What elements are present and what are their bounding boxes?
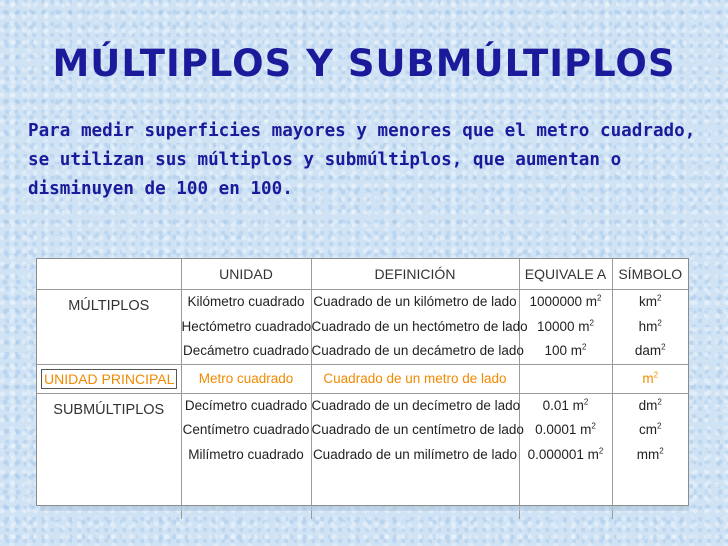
principal-label: UNIDAD PRINCIPAL (41, 369, 177, 389)
multiplos-equivalents-cell (519, 290, 612, 365)
exponent: 2 (582, 342, 587, 352)
table-cell: Cuadrado de un centímetro de lado (311, 422, 524, 437)
table-cell (520, 443, 612, 468)
principal-unit: Metro cuadrado (181, 364, 311, 393)
multiplos-group (37, 290, 688, 365)
table-cell (37, 467, 181, 519)
table-cell: Milímetro cuadrado (188, 446, 304, 462)
table-cell (612, 467, 688, 519)
symbol-value: mm (636, 446, 660, 462)
table-cell (613, 315, 689, 340)
table-cell (613, 443, 689, 468)
header-equivale: EQUIVALE A (519, 259, 612, 290)
equivalent-value: 10000 m (537, 318, 590, 334)
header-category (37, 259, 181, 290)
exponent: 2 (661, 342, 666, 352)
exponent: 2 (657, 421, 662, 431)
exponent: 2 (657, 318, 662, 327)
equivalent-value: 0.01 m (542, 397, 584, 413)
table-cell (613, 339, 689, 364)
exponent: 2 (597, 293, 602, 303)
slide-title: MÚLTIPLOS Y SUBMÚLTIPLOS (52, 42, 676, 85)
symbol-value: km (639, 294, 658, 309)
table-cell: Centímetro cuadrado (182, 422, 310, 437)
multiplos-definitions-cell (311, 290, 528, 365)
table-cell (520, 394, 612, 419)
table-cell: Cuadrado de un milímetro de lado (312, 446, 518, 462)
exponent: 2 (598, 446, 604, 455)
table-cell (520, 290, 612, 315)
table-cell: Cuadrado de un hectómetro de lado (311, 318, 528, 334)
header-unidad: UNIDAD (181, 259, 311, 290)
principal-definition: Cuadrado de un metro de lado (311, 364, 519, 393)
equivalent-value: 0.000001 m (527, 446, 599, 462)
submultiplos-symbols-cell (612, 393, 688, 467)
exponent: 2 (657, 397, 662, 406)
table-cell: Cuadrado de un kilómetro de lado (313, 294, 517, 309)
multiplos-label: MÚLTIPLOS (37, 290, 181, 365)
exponent: 2 (657, 293, 662, 303)
table-header-row (37, 259, 688, 290)
submultiplos-equivalents-cell (519, 393, 612, 467)
principal-row (37, 364, 688, 393)
submultiplos-definitions-cell (311, 393, 524, 467)
symbol-value: dm (638, 397, 658, 413)
table-cell: Kilómetro cuadrado (187, 294, 305, 309)
table-cell: Cuadrado de un decámetro de lado (311, 343, 524, 358)
table-cell (520, 339, 612, 364)
table-shadow (40, 506, 689, 511)
table-cell (519, 467, 612, 519)
multiplos-units-cell (181, 290, 311, 365)
symbol-value: hm (638, 318, 658, 334)
units-table-container (36, 258, 689, 506)
exponent: 2 (589, 318, 594, 327)
exponent: 2 (583, 397, 589, 406)
submultiplos-label: SUBMÚLTIPLOS (53, 401, 165, 418)
units-table (37, 259, 688, 519)
table-cell: Decímetro cuadrado (184, 397, 308, 413)
table-cell: Decámetro cuadrado (182, 343, 310, 358)
equivalent-value: 1000000 m (529, 294, 598, 309)
equivalent-value: 100 m (544, 343, 583, 358)
exponent: 2 (591, 421, 596, 431)
submultiplos-group (37, 393, 688, 467)
header-definicion: DEFINICIÓN (311, 259, 519, 290)
table-cell (181, 467, 311, 519)
principal-equivalent (519, 364, 612, 393)
table-cell: Hectómetro cuadrado (181, 318, 312, 334)
intro-paragraph: Para medir superficies mayores y menores que el metro cuadrado, se utilizan sus múltiplos y submúltiplos, que aumentan o disminuyen de 100 en 100. (28, 121, 696, 199)
header-simbolo: SÍMBOLO (612, 259, 688, 290)
exponent: 2 (659, 446, 664, 455)
multiplos-symbols-cell (612, 290, 688, 365)
submultiplos-units-cell (181, 393, 311, 467)
table-blank-row (37, 467, 688, 519)
table-cell (613, 418, 689, 443)
exponent: 2 (653, 370, 659, 380)
equivalent-value: 0.0001 m (535, 422, 592, 437)
symbol-value: cm (639, 422, 658, 437)
symbol-value: dam (634, 343, 662, 358)
principal-symbol-cell (612, 364, 688, 393)
table-cell: Cuadrado de un decímetro de lado (311, 397, 521, 413)
table-cell (520, 418, 612, 443)
table-cell (520, 315, 612, 340)
table-cell (613, 394, 689, 419)
table-cell (311, 467, 519, 519)
table-cell (613, 290, 689, 315)
principal-symbol: m (642, 371, 654, 386)
principal-label-cell (37, 364, 181, 393)
